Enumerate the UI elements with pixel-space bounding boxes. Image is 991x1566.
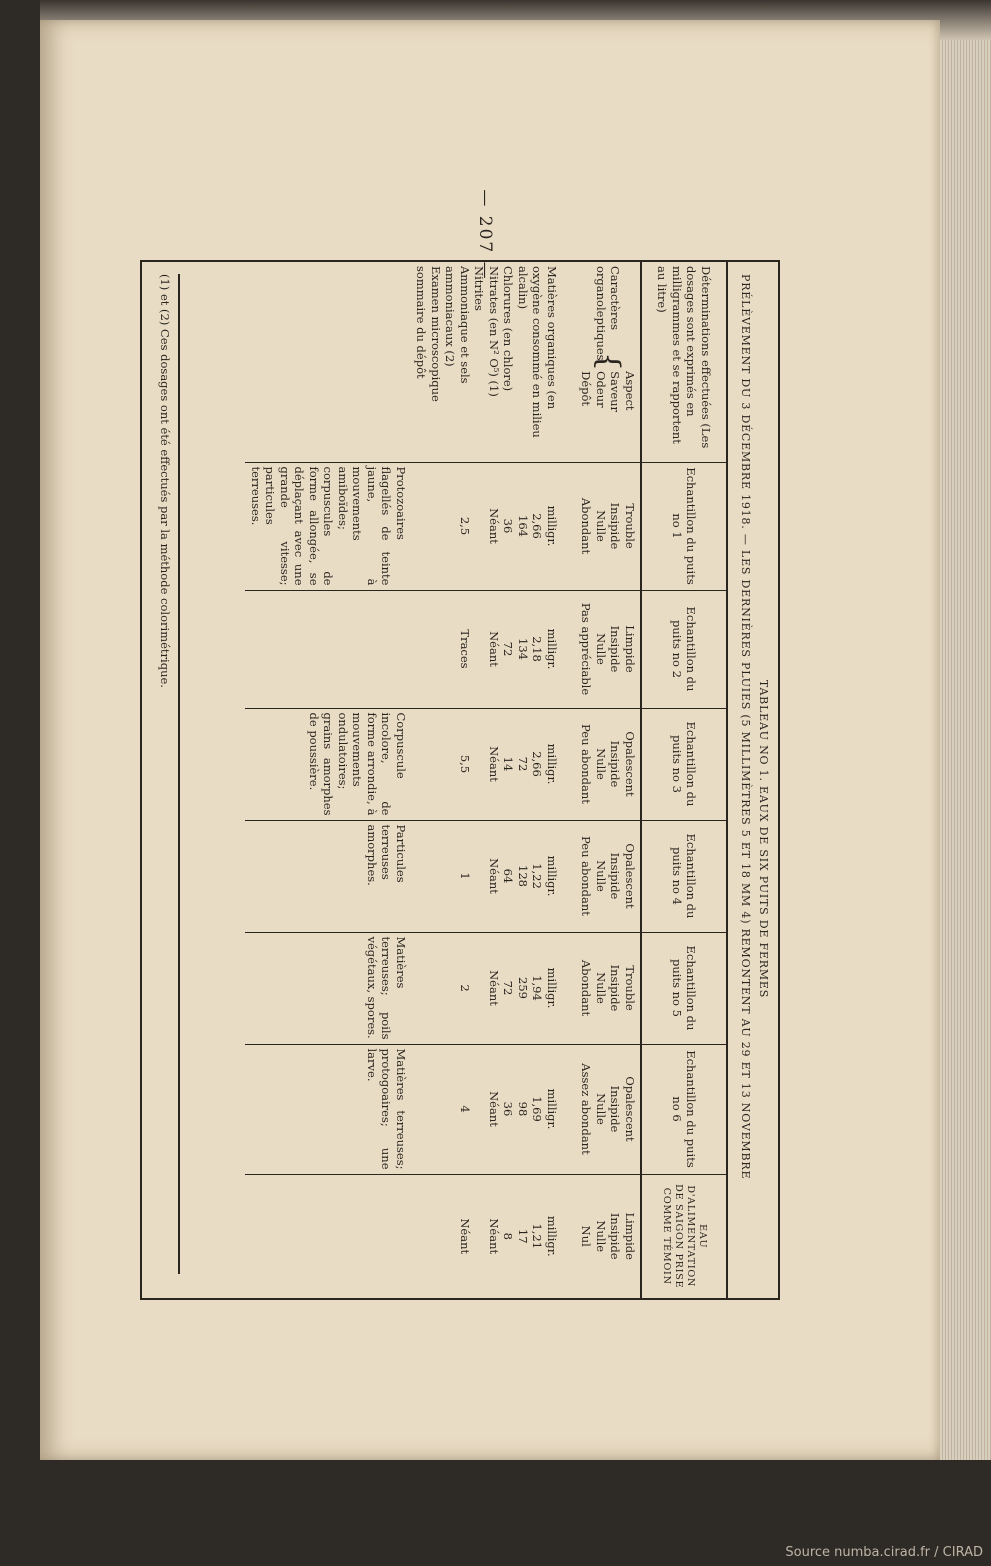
value: Assez abondant: [579, 1063, 594, 1155]
organoleptic-label: Caractères organoleptiques: [594, 266, 623, 361]
chem-cell-well-1: [411, 462, 576, 590]
unit: milligr.: [545, 628, 559, 670]
header-determinations: Déterminations effectuées (Les dosages sont exprimés en milligrammes et se rapportent au litre): [641, 262, 727, 462]
value: 72: [501, 980, 516, 996]
organo-item-depot: Dépôt: [579, 371, 594, 407]
value: Trouble: [623, 965, 637, 1011]
value: 1,69: [530, 1096, 545, 1122]
unit: milligr.: [545, 855, 559, 897]
value: 17: [516, 1228, 530, 1244]
value: Nulle: [594, 972, 608, 1004]
micro-cell-well-5: Matières terreuses; poils végétaux, spores.: [246, 932, 412, 1044]
value: Limpide: [623, 1212, 637, 1260]
value: Néant: [487, 746, 501, 782]
value: Limpide: [623, 625, 637, 673]
value: 72: [501, 641, 516, 657]
value: Insipide: [608, 740, 623, 788]
value: 134: [516, 638, 530, 660]
chemistry-labels: [411, 262, 576, 462]
value: 1,22: [530, 863, 545, 889]
micro-cell-well-1: Protozoaires flagellés de teinte jaune, à mouvements amiboïdes; corpuscules de forme allongée, se déplaçant avec une grande vitesse; particules terreuses.: [246, 462, 412, 590]
page-edges: [940, 40, 991, 1460]
unit: milligr.: [545, 505, 559, 547]
label-organic-matter: Matières organiques (en oxygène consommé en milieu alcalin): [516, 266, 559, 438]
value: Nul: [579, 1225, 594, 1247]
micro-cell-well-3: Corpuscule incolore, de forme arrondie, à mouvements ondulatoires; grains amorphes de poussière.: [246, 708, 412, 820]
organo-item-odeur: Odeur: [594, 371, 608, 408]
brace-symbol: {: [591, 352, 626, 372]
label-nitrites: Nitrites: [472, 266, 487, 311]
value: Opalescent: [623, 731, 637, 797]
header-well-1: Echantillon du puits no 1: [641, 462, 727, 590]
organo-item-saveur: Saveur: [608, 371, 623, 413]
value: 1,94: [530, 975, 545, 1001]
value: Abondant: [579, 959, 594, 1017]
value: Insipide: [608, 1085, 623, 1133]
value: Nulle: [594, 510, 608, 542]
organoleptic-label-cell: [576, 262, 641, 462]
footnote: (1) et (2) Ces dosages ont été effectués par la méthode colorimétrique.: [158, 274, 180, 1274]
value: Traces: [458, 629, 473, 669]
value: 5,5: [458, 754, 473, 774]
organo-cell-saigon: [576, 1174, 641, 1298]
value: Néant: [487, 1218, 501, 1255]
header-well-6: Echantillon du puits no 6: [641, 1044, 727, 1174]
value: Néant: [487, 970, 501, 1006]
chem-cell-well-2: [411, 590, 576, 708]
organo-cell-well-6: [576, 1044, 641, 1174]
value: Nulle: [594, 748, 608, 780]
value: 2,66: [530, 513, 545, 539]
organo-cell-well-2: [576, 590, 641, 708]
value: Insipide: [608, 625, 623, 673]
value: Trouble: [623, 503, 637, 549]
table-frame: [140, 260, 780, 1300]
organo-cell-well-1: [576, 462, 641, 590]
value: 2,66: [530, 751, 545, 777]
micro-cell-saigon: [246, 1174, 412, 1298]
organo-cell-well-4: [576, 820, 641, 932]
microscopy-row: [246, 262, 412, 1298]
value: 36: [501, 1101, 516, 1117]
value: 259: [516, 977, 530, 999]
chemistry-row: [411, 262, 576, 1298]
caption-line-1: TABLEAU NO 1. EAUX DE SIX PUITS DE FERMES: [757, 679, 770, 999]
value: Nulle: [594, 860, 608, 892]
value: 14: [501, 756, 516, 772]
value: 164: [516, 515, 530, 537]
header-row: [641, 262, 727, 1298]
table-caption: [736, 274, 772, 1284]
organo-item-aspect: Aspect: [623, 371, 637, 411]
chem-cell-well-6: [411, 1044, 576, 1174]
header-well-5: Echantillon du puits no 5: [641, 932, 727, 1044]
value: Insipide: [608, 1212, 623, 1260]
value: Nulle: [594, 1093, 608, 1125]
caption-line-2: PRÉLÈVEMENT DU 3 DÉCEMBRE 1918. — LES DERNIÈRES PLUIES (5 MILLIMÈTRES 5 ET 18 MM 4) REMONTENT AU 29 ET 13 NOVEMBRE: [739, 274, 752, 1180]
rotated-table-area: [140, 260, 780, 1300]
value: 8: [501, 1232, 516, 1240]
header-saigon-witness: EAU D'ALIMENTATION DE SAIGON PRISE COMME TÉMOIN: [641, 1174, 727, 1298]
value: 2: [458, 984, 473, 992]
value: 2,5: [458, 516, 473, 536]
header-well-4: Echantillon du puits no 4: [641, 820, 727, 932]
value: Abondant: [579, 497, 594, 555]
analysis-table: [246, 262, 729, 1298]
value: Opalescent: [623, 1076, 637, 1142]
value: 2,18: [530, 636, 545, 662]
chem-cell-well-3: [411, 708, 576, 820]
page-number: — 207 —: [475, 189, 495, 281]
value: Néant: [487, 508, 501, 544]
value: 4: [458, 1105, 473, 1113]
value: 1,21: [530, 1223, 545, 1250]
value: Insipide: [608, 964, 623, 1012]
chem-cell-well-4: [411, 820, 576, 932]
source-credit: Source numba.cirad.fr / CIRAD: [785, 1545, 983, 1560]
header-well-2: Echantillon du puits no 2: [641, 590, 727, 708]
value: Peu abondant: [579, 836, 594, 916]
value: Nulle: [594, 633, 608, 665]
microscopy-label-spacer: [246, 262, 412, 462]
micro-cell-well-4: Particules terreuses amorphes.: [246, 820, 412, 932]
value: Peu abondant: [579, 724, 594, 804]
value: Néant: [487, 858, 501, 894]
label-microscopy: Examen microscopique sommaire du dépôt: [414, 266, 443, 402]
unit: milligr.: [545, 1088, 559, 1130]
organo-cell-well-3: [576, 708, 641, 820]
value: Néant: [458, 1218, 473, 1255]
value: Néant: [487, 631, 501, 667]
value: 64: [501, 868, 516, 884]
value: 36: [501, 518, 516, 534]
label-nitrates: Nitrates (en N² O⁵) (1): [487, 266, 501, 397]
value: 72: [516, 756, 530, 772]
chem-cell-saigon: [411, 1174, 576, 1298]
organo-cell-well-5: [576, 932, 641, 1044]
value: Insipide: [608, 852, 623, 900]
value: Nulle: [594, 1220, 608, 1253]
label-ammonia: Ammoniaque et sels ammoniacaux (2): [443, 266, 472, 384]
unit: milligr.: [545, 743, 559, 785]
chem-cell-well-5: [411, 932, 576, 1044]
header-well-3: Echantillon du puits no 3: [641, 708, 727, 820]
unit: milligr.: [545, 1215, 559, 1257]
value: Pas appréciable: [579, 602, 594, 696]
value: Insipide: [608, 502, 623, 550]
value: 98: [516, 1101, 530, 1117]
value: 128: [516, 865, 530, 887]
label-chlorides: Chlorures (en chlore): [501, 266, 516, 392]
organoleptic-row: [576, 262, 641, 1298]
book-page: [40, 20, 940, 1460]
value: 1: [458, 872, 473, 880]
micro-cell-well-2: [246, 590, 412, 708]
value: Opalescent: [623, 843, 637, 909]
unit: milligr.: [545, 967, 559, 1009]
value: Néant: [487, 1091, 501, 1127]
table-block: [140, 260, 780, 1300]
micro-cell-well-6: Matières terreuses; protogoaires; une larve.: [246, 1044, 412, 1174]
